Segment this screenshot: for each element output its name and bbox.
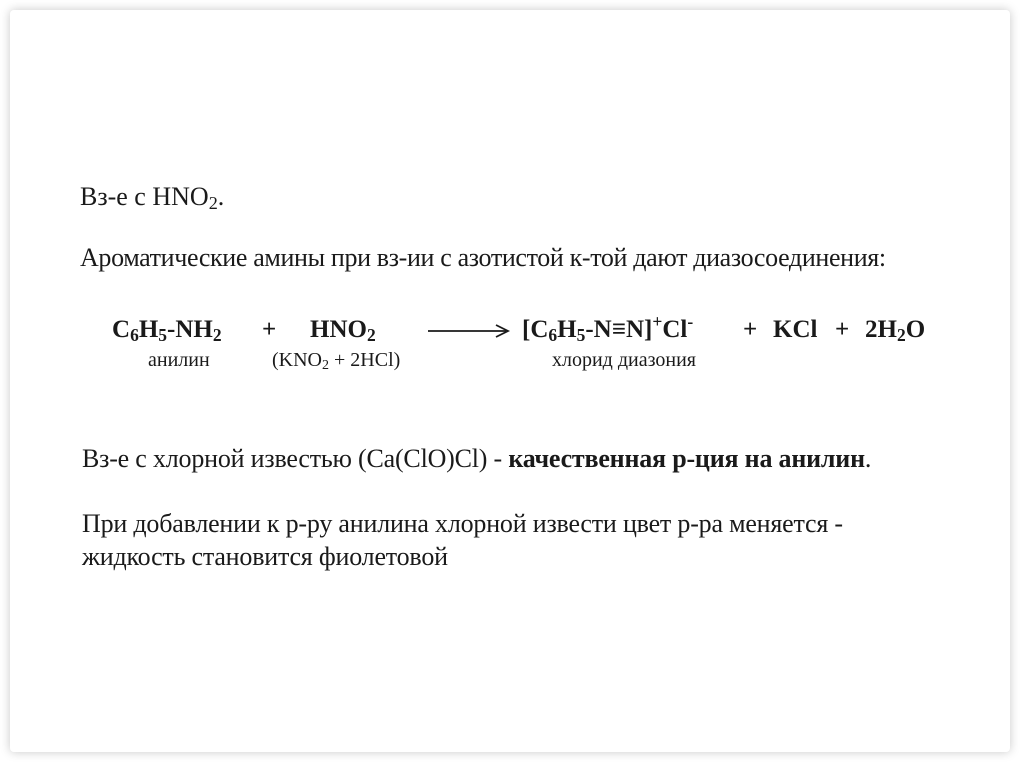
reactant-aniline: $C_6H_5-NH_2$ bbox=[112, 316, 222, 345]
plus-sign: + bbox=[835, 316, 850, 343]
highlight-qualitative-reaction: качественная р-ция на анилин bbox=[508, 444, 865, 473]
label-aniline: анилин bbox=[148, 349, 210, 371]
section-title-hno2 bbox=[80, 182, 224, 212]
section-title-bleach: Вз-е с хлорной известью (Ca(ClO)Cl) - качественная р-ция на анилин. bbox=[82, 444, 872, 473]
slide bbox=[10, 10, 1010, 752]
title-subscript: 2 bbox=[208, 193, 218, 213]
label-reagent: $(KNO_2 + 2HCl)$ bbox=[272, 349, 401, 374]
product-diazonium-chloride: $[C_6H_5-N\equiv N]^+Cl^-$ bbox=[522, 311, 694, 345]
title-period: . bbox=[217, 182, 225, 211]
product-water: $2H_2O$ bbox=[865, 316, 926, 345]
title-text: Вз-е с HNO bbox=[80, 182, 209, 211]
body-line-1: При добавлении к р-ру анилина хлорной извести цвет р-ра меняется - bbox=[82, 509, 843, 538]
label-diazonium-chloride: хлорид диазония bbox=[552, 349, 697, 371]
plus-sign: + bbox=[262, 316, 277, 343]
product-kcl: KCl bbox=[773, 316, 818, 343]
plus-sign: + bbox=[743, 316, 758, 343]
body-line-2: жидкость становится фиолетовой bbox=[82, 542, 448, 571]
reaction-arrow-icon bbox=[426, 322, 512, 340]
reactant-nitrous-acid: $HNO_2$ bbox=[310, 316, 376, 345]
intro-text: Ароматические амины при вз-ии с азотистой к-той дают диазосоединения: bbox=[80, 243, 886, 272]
